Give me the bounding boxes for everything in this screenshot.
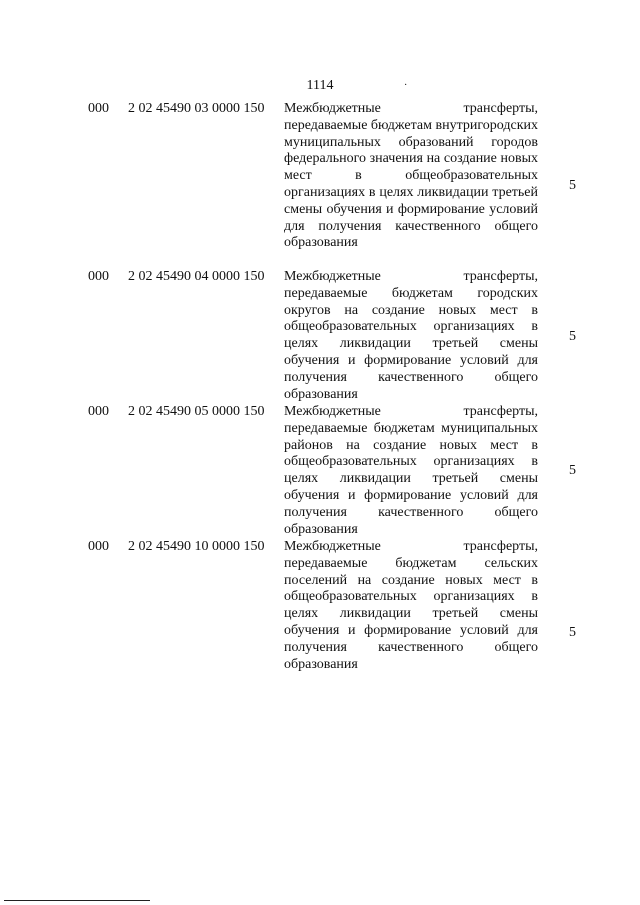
budget-code: 2 02 45490 10 0000 150 [128,539,265,554]
row-amount: 5 [569,463,576,478]
admin-code: 000 [88,101,109,116]
admin-code: 000 [88,539,109,554]
row-description: Межбюджетные трансферты, передаваемые бюджетам городских округов на создание новых мест в общеобразовательных организациях в целях ликвидации третьей смены обучения и формирование условий для получения качественного общего образования [284,269,538,402]
admin-code: 000 [88,269,109,284]
footnote-separator [4,900,150,901]
budget-code: 2 02 45490 04 0000 150 [128,269,265,284]
page-mark: · [404,80,408,91]
budget-code: 2 02 45490 03 0000 150 [128,101,265,116]
row-amount: 5 [569,329,576,344]
budget-code: 2 02 45490 05 0000 150 [128,404,265,419]
page-number: 1114 [306,78,334,93]
row-description: Межбюджетные трансферты, передаваемые бюджетам муниципальных районов на создание новых мест в общеобразовательных организациях в целях ликвидации третьей смены обучения и формирование условий для получения качественного общего образования [284,404,538,537]
admin-code: 000 [88,404,109,419]
row-description: Межбюджетные трансферты, передаваемые бюджетам внутригородских муниципальных образований городов федерального значения на создание новых мест в общеобразовательных организациях в целях ликвидации третьей смены обучения и формирование условий для получения качественного общего образования [284,101,538,251]
row-amount: 5 [569,625,576,640]
row-amount: 5 [569,178,576,193]
row-description: Межбюджетные трансферты, передаваемые бюджетам сельских поселений на создание новых мест в общеобразовательных организациях в целях ликвидации третьей смены обучения и формирование условий для получения качественного общего образования [284,539,538,672]
